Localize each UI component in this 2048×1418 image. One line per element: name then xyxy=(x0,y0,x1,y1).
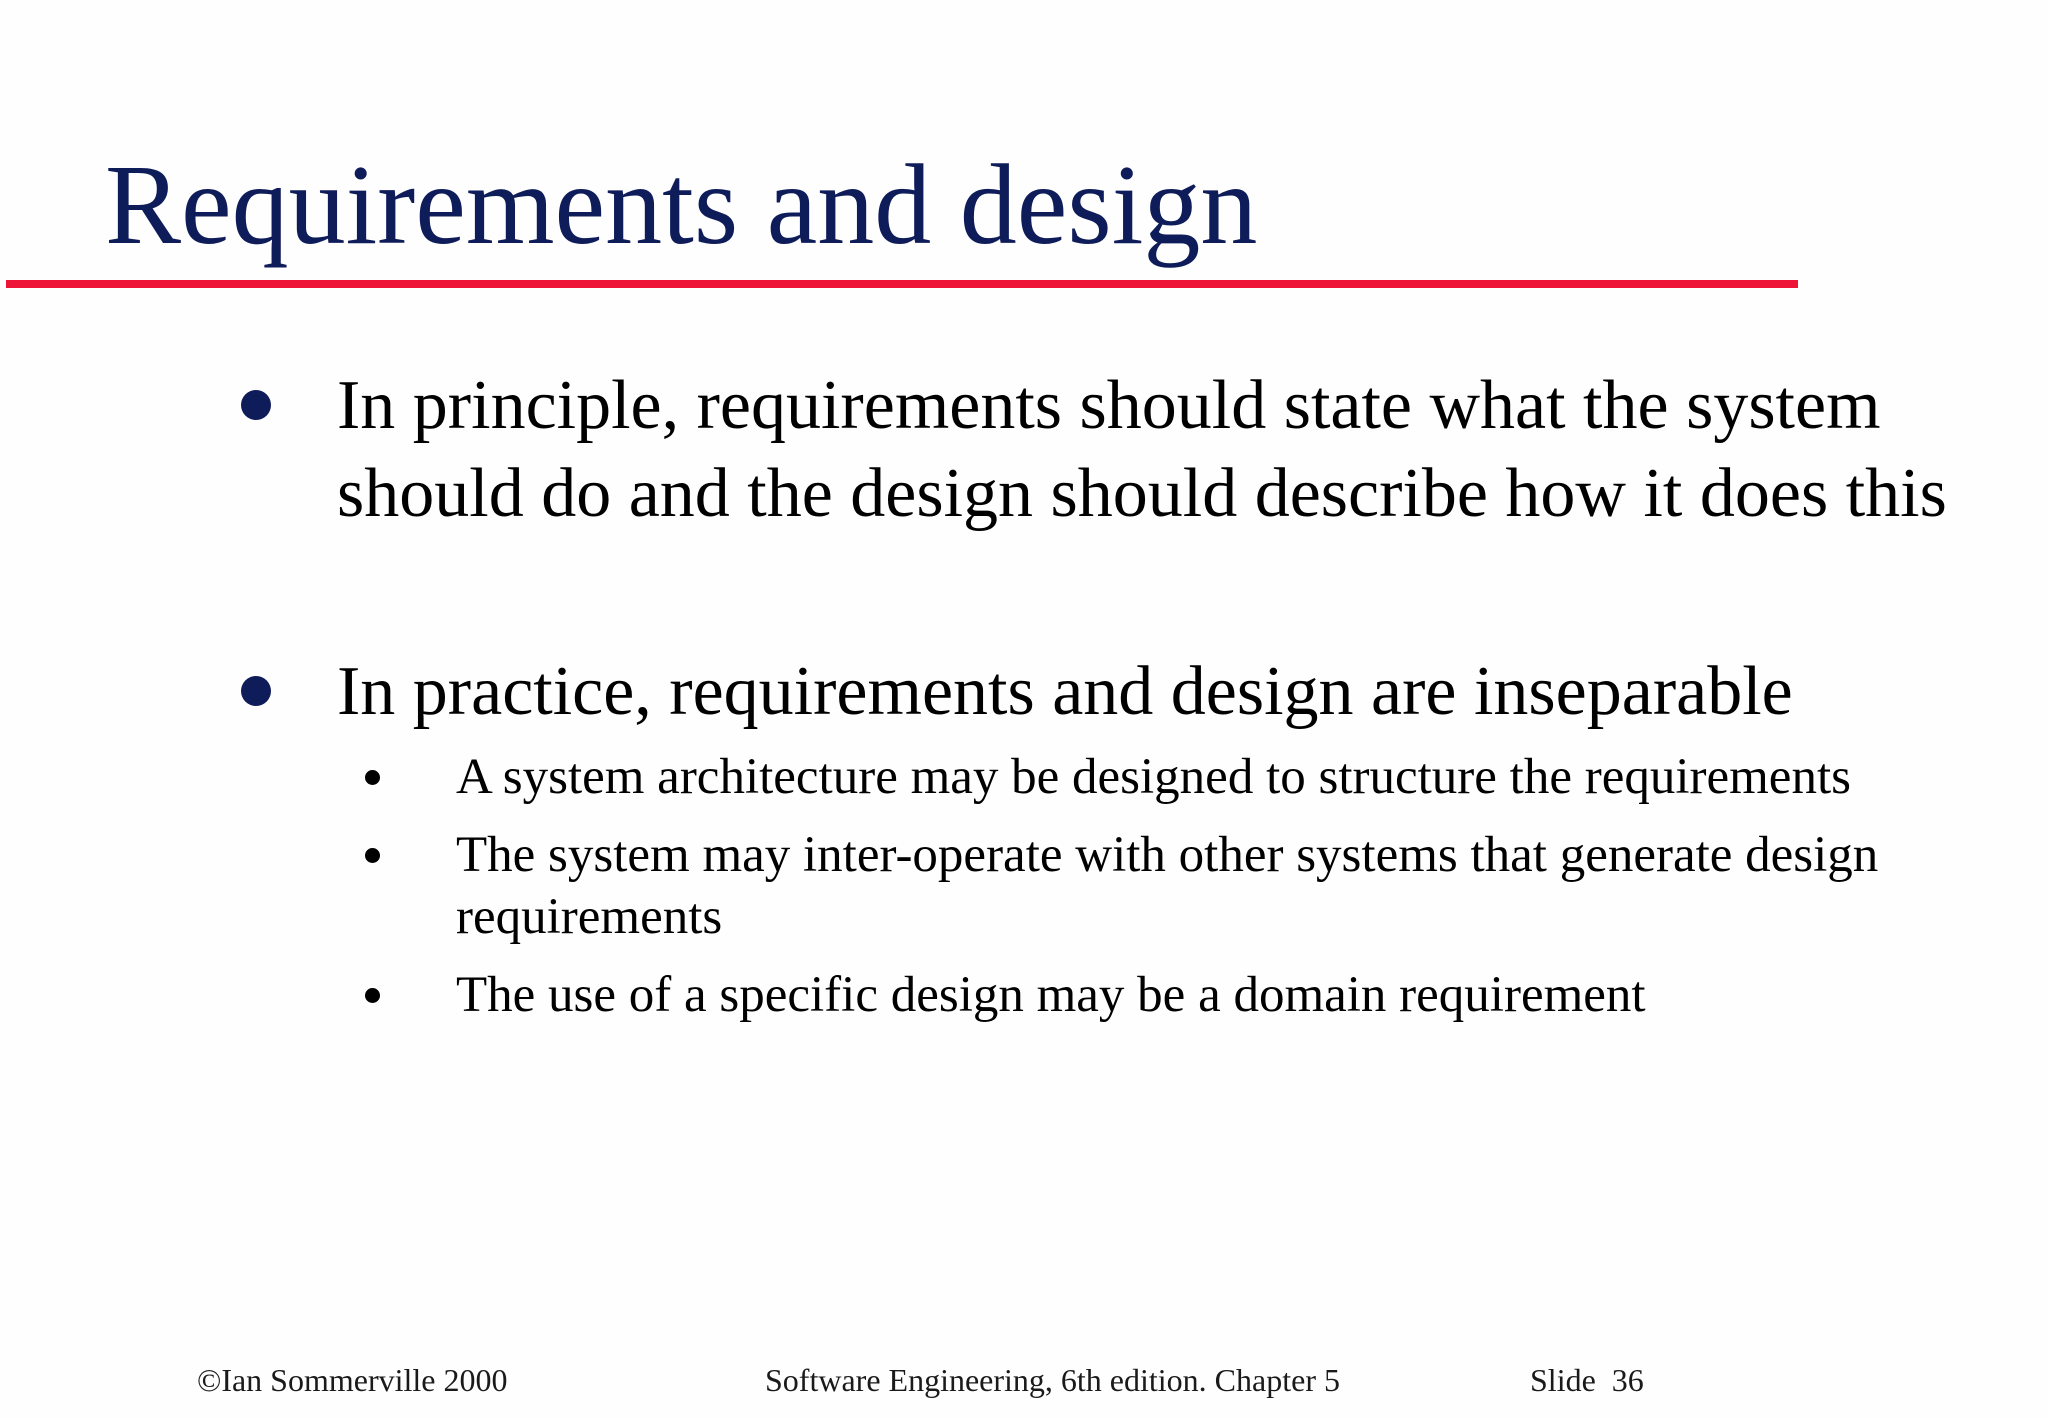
sub-bullet-item: The use of a specific design may be a domain requirement xyxy=(456,967,1646,1023)
title-underline xyxy=(6,280,1798,288)
bullet-item: In practice, requirements and design are inseparable xyxy=(337,653,1793,730)
sub-bullet-item: A system architecture may be designed to structure the requirements xyxy=(456,749,1851,805)
footer-copyright: ©Ian Sommerville 2000 xyxy=(197,1362,508,1398)
bullet-item: In principle, requirements should state what the system should do and the design should describe how it does this xyxy=(337,367,1947,532)
sub-bullet-dot-icon xyxy=(365,988,380,1003)
footer-slide-number: Slide 36 xyxy=(1530,1362,1644,1398)
sub-bullet-dot-icon xyxy=(365,848,380,863)
bullet-dot-icon xyxy=(241,390,271,420)
sub-bullet-item: The system may inter-operate with other systems that generate design requirements xyxy=(456,827,1879,945)
sub-bullet-dot-icon xyxy=(365,770,380,785)
slide-title: Requirements and design xyxy=(105,141,1258,268)
footer-book-title: Software Engineering, 6th edition. Chapter 5 xyxy=(765,1362,1340,1398)
bullet-dot-icon xyxy=(241,676,271,706)
